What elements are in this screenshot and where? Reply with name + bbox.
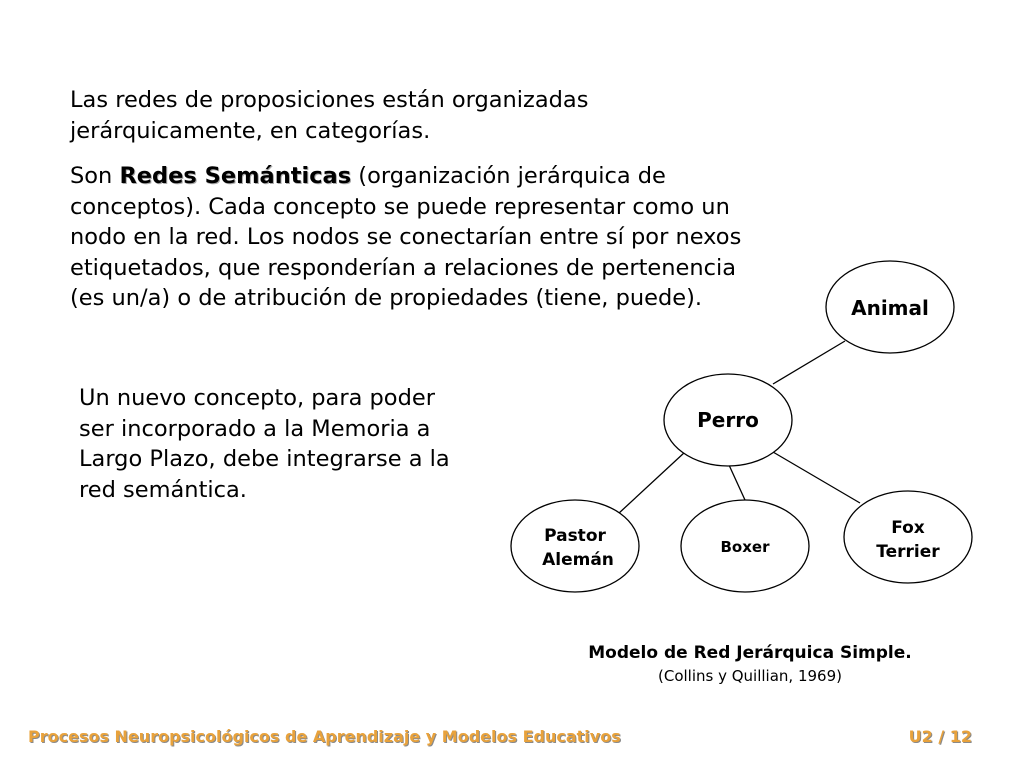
p2-prefix: Son [70, 163, 120, 189]
node-animal-label: Animal [851, 296, 929, 320]
diagram-caption-source: (Collins y Quillian, 1969) [658, 667, 842, 685]
node-boxer-label: Boxer [720, 538, 770, 556]
footer-course-title: Procesos Neuropsicológicos de Aprendizaje y Modelos Educativos [28, 727, 621, 746]
link-animal-perro [773, 341, 845, 384]
node-pastor-aleman [511, 500, 639, 592]
node-pastor-label-1: Pastor [544, 526, 606, 546]
node-pastor-label-2: Alemán [542, 550, 614, 570]
new-concept-paragraph: Un nuevo concepto, para poder ser incorporado a la Memoria a Largo Plazo, debe integrarse a la red semántica. [79, 385, 450, 503]
link-perro-fox [773, 452, 860, 503]
diagram-caption-title: Modelo de Red Jerárquica Simple. [588, 643, 912, 663]
intro-paragraph: Las redes de proposiciones están organizadas jerárquicamente, en categorías. [70, 87, 589, 144]
footer-page-number: U2 / 12 [908, 727, 972, 746]
semantic-networks-term: Redes Semánticas [119, 163, 352, 189]
link-perro-boxer [729, 465, 745, 500]
node-fox-label-2: Terrier [876, 542, 940, 562]
link-perro-pastor [618, 452, 685, 514]
p2-rest: (organización jerárquica de conceptos). Cada concepto se puede representar como un nodo en la red. Los nodos se conectarían entre sí por nexos etiquetados, que responderían a relaciones de pertenencia (es un/a) o de atribución de propiedades (tiene, puede). [70, 163, 742, 311]
node-perro-label: Perro [697, 408, 759, 432]
node-fox-label-1: Fox [891, 518, 925, 538]
